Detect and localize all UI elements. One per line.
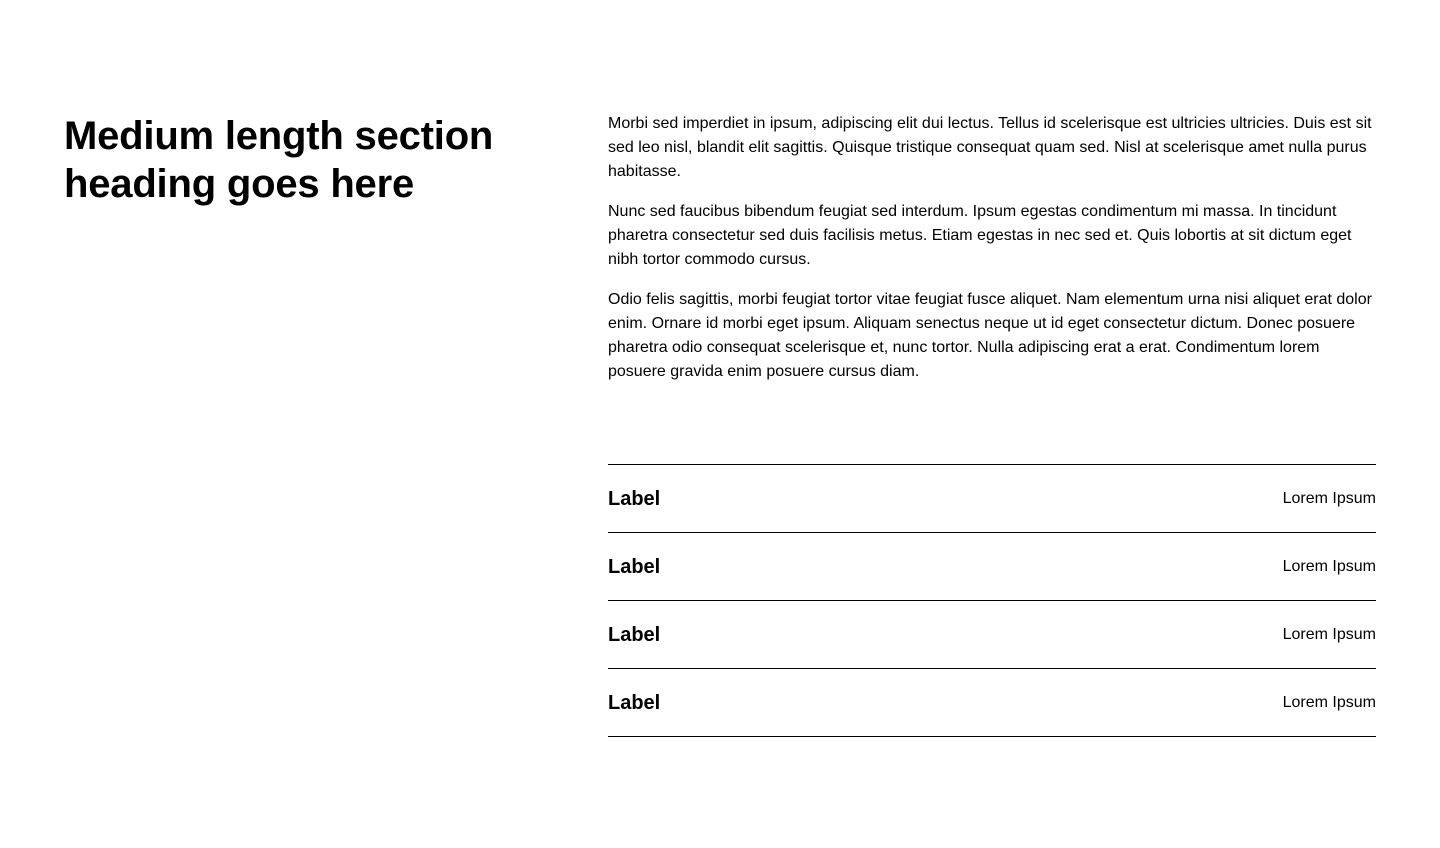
- row-label: Label: [608, 623, 661, 646]
- row-value: Lorem Ipsum: [1282, 489, 1376, 507]
- list-row: [608, 669, 1376, 737]
- list-row: [608, 465, 1376, 533]
- row-label: Label: [608, 691, 661, 714]
- label-value-list: [608, 464, 1376, 737]
- row-label: Label: [608, 487, 661, 510]
- paragraph-3: Odio felis sagittis, morbi feugiat tortor vitae feugiat fusce aliquet. Nam elementum urna nisi aliquet erat dolor enim. Ornare id morbi eget ipsum. Aliquam senectus neque ut id eget consectetur dictum. Donec posuere pharetra odio consequat scelerisque et, nunc tortor. Nulla adipiscing erat a erat. Condimentum lorem posuere gravida enim posuere cursus diam.: [608, 291, 1372, 380]
- row-value: Lorem Ipsum: [1282, 625, 1376, 643]
- body-text: [608, 112, 1376, 384]
- paragraph-1: Morbi sed imperdiet in ipsum, adipiscing elit dui lectus. Tellus id scelerisque est ultricies ultricies. Duis est sit sed leo nisl, blandit elit sagittis. Quisque tristique consequat quam sed. Nisl at scelerisque amet nulla purus habitasse.: [608, 115, 1372, 180]
- paragraph-2: Nunc sed faucibus bibendum feugiat sed interdum. Ipsum egestas condimentum mi massa. In tincidunt pharetra consectetur sed duis facilisis metus. Etiam egestas in nec sed et. Quis lobortis at sit dictum eget nibh tortor commodo cursus.: [608, 203, 1352, 268]
- row-label: Label: [608, 555, 661, 578]
- list-row: [608, 533, 1376, 601]
- list-row: [608, 601, 1376, 669]
- section-heading: Medium length section heading goes here: [64, 114, 494, 206]
- row-value: Lorem Ipsum: [1282, 557, 1376, 575]
- row-value: Lorem Ipsum: [1282, 693, 1376, 711]
